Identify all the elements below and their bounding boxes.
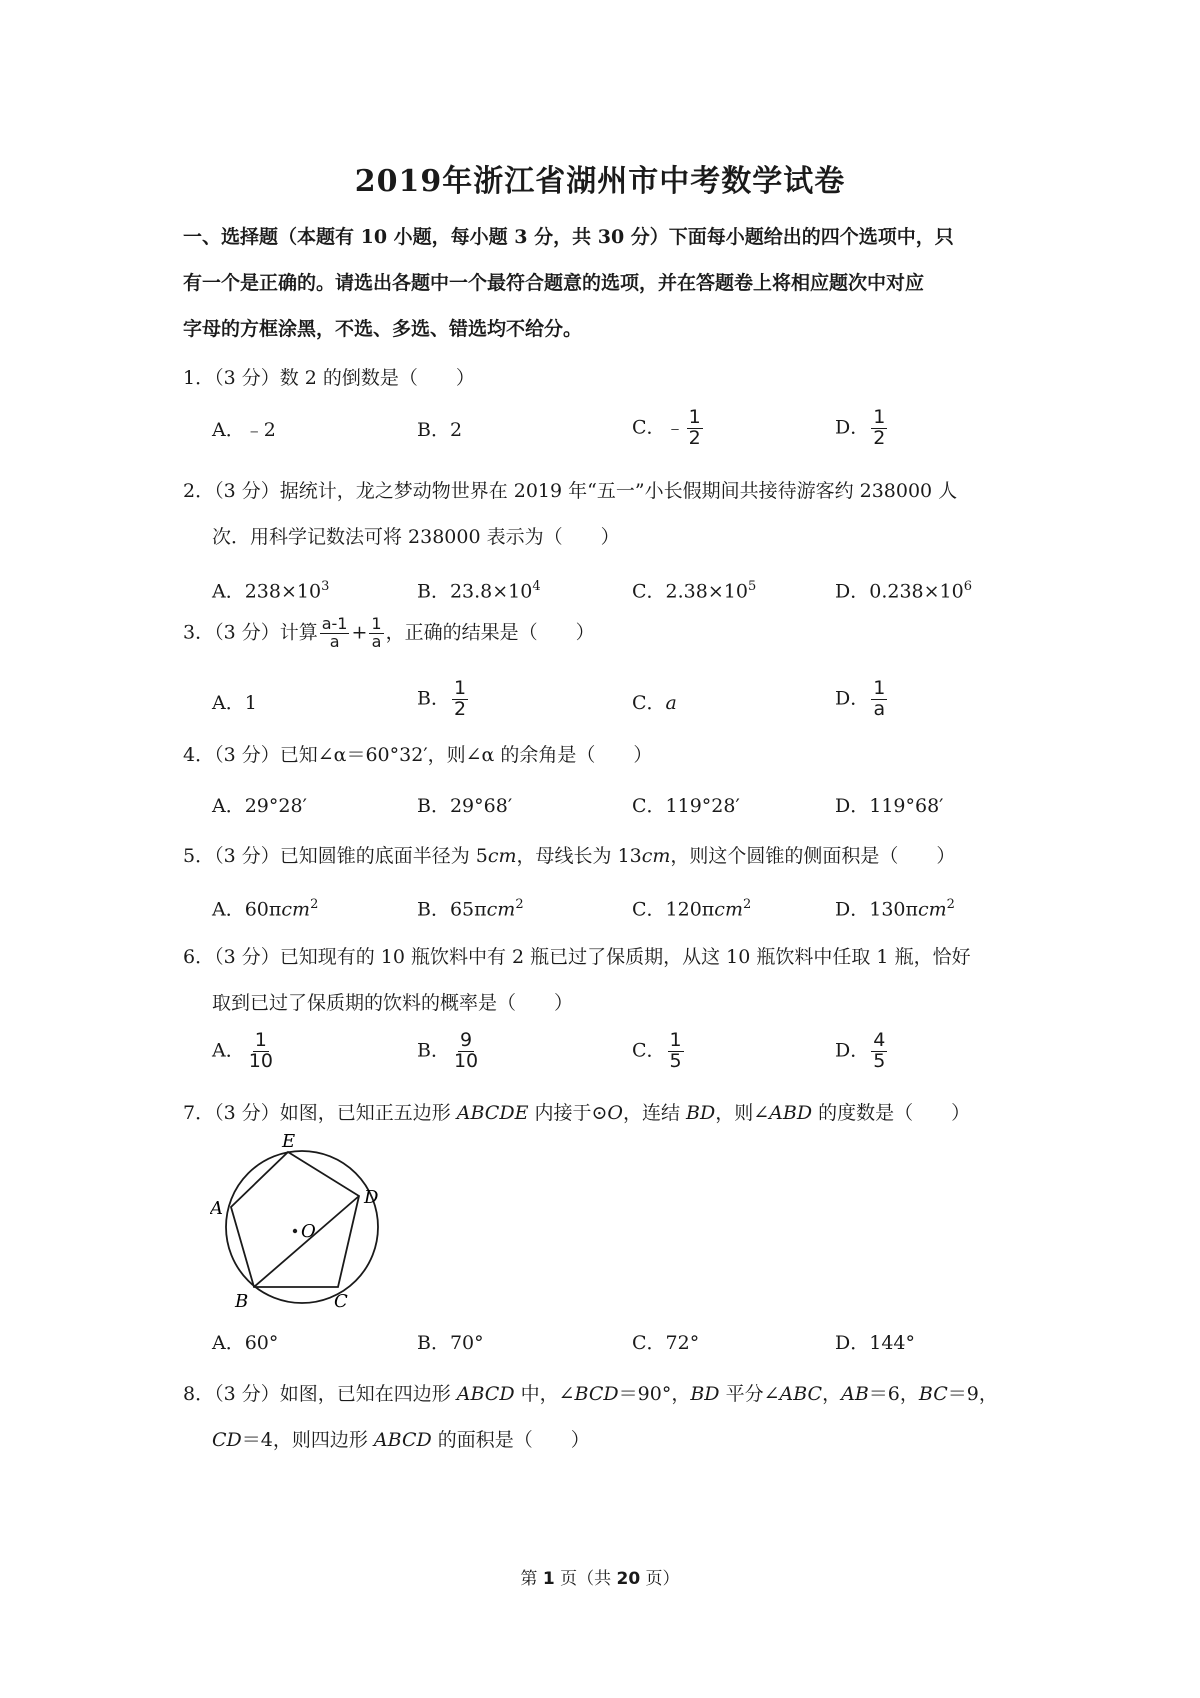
section-instructions-line-2: 有一个是正确的。请选出各题中一个最符合题意的选项，并在答题卷上将相应题次中对应 bbox=[183, 272, 925, 294]
label-a: A bbox=[210, 1198, 223, 1219]
page-number: 1 bbox=[542, 1569, 555, 1589]
question-6-stem-line-2: 取到已过了保质期的饮料的概率是（ ） bbox=[212, 992, 574, 1014]
question-4-option-b: B．29°68′ bbox=[417, 795, 513, 817]
question-3-option-d: D． $\frac{1}{a}$ bbox=[835, 677, 886, 720]
question-6-option-d: D． $\frac{4}{5}$ bbox=[835, 1029, 886, 1072]
question-5-option-c: C．120πcm$^2$ bbox=[632, 897, 752, 921]
question-7-option-a: A．60° bbox=[212, 1332, 279, 1354]
label-d: D bbox=[364, 1187, 379, 1208]
question-4-option-c: C．119°28′ bbox=[632, 795, 740, 817]
question-6-option-c: C． $\frac{1}{5}$ bbox=[632, 1029, 682, 1072]
question-1-option-b: B．2 bbox=[417, 419, 463, 441]
question-6-option-a: A． $\frac{1}{10}$ bbox=[212, 1029, 273, 1072]
center-point bbox=[293, 1229, 297, 1233]
question-3-option-c: C．a bbox=[632, 692, 677, 714]
question-5-option-d: D．130πcm$^2$ bbox=[835, 897, 955, 921]
question-2-option-b: B．$23.8\times 10^4$ bbox=[417, 579, 541, 603]
question-7-option-d: D．144° bbox=[835, 1332, 915, 1354]
pentagon-in-circle-diagram bbox=[210, 1130, 400, 1310]
question-1-option-c: C．﹣ $\frac{1}{2}$ bbox=[632, 406, 701, 449]
question-5-stem: 5．（3 分）已知圆锥的底面半径为 5cm，母线长为 13cm，则这个圆锥的侧面积是（ ） bbox=[183, 845, 956, 867]
question-4-option-a: A．29°28′ bbox=[212, 795, 307, 817]
question-7-option-b: B．70° bbox=[417, 1332, 484, 1354]
label-b: B bbox=[235, 1291, 249, 1310]
question-4-option-d: D．119°68′ bbox=[835, 795, 944, 817]
question-4-stem: 4．（3 分）已知∠α＝60°32′，则∠α 的余角是（ ） bbox=[183, 744, 653, 766]
question-2-option-c: C．$2.38\times 10^5$ bbox=[632, 579, 757, 603]
question-1-stem: 1．（3 分）数 2 的倒数是（ ） bbox=[183, 367, 475, 389]
label-c: C bbox=[334, 1291, 348, 1310]
question-2-option-a: A．$238\times 10^3$ bbox=[212, 579, 330, 603]
page-title: 2019年浙江省湖州市中考数学试卷 bbox=[354, 164, 846, 199]
question-8-stem-line-1: 8．（3 分）如图，已知在四边形 ABCD 中，∠BCD＝90°，BD 平分∠ABC，AB＝6，BC＝9， bbox=[183, 1383, 998, 1405]
question-2-option-d: D．$0.238\times 10^6$ bbox=[835, 579, 973, 603]
question-2-stem-line-1: 2．（3 分）据统计，龙之梦动物世界在 2019 年“五一”小长假期间共接待游客约 238000 人 bbox=[183, 480, 958, 502]
question-2-stem-line-2: 次．用科学记数法可将 238000 表示为（ ） bbox=[212, 526, 620, 548]
question-7-option-c: C．72° bbox=[632, 1332, 700, 1354]
page-footer: 第 1 页（共 20 页） bbox=[520, 1569, 680, 1589]
question-8-stem-line-2: CD＝4，则四边形 ABCD 的面积是（ ） bbox=[212, 1429, 590, 1451]
question-6-stem-line-1: 6．（3 分）已知现有的 10 瓶饮料中有 2 瓶已过了保质期，从这 10 瓶饮料中任取 1 瓶，恰好 bbox=[183, 946, 971, 968]
question-3-option-a: A．1 bbox=[212, 692, 257, 714]
question-5-option-b: B．65πcm$^2$ bbox=[417, 897, 524, 921]
label-o: O bbox=[301, 1221, 316, 1242]
question-3-option-b: B． $\frac{1}{2}$ bbox=[417, 677, 467, 720]
section-instructions-line-3: 字母的方框涂黑，不选、多选、错选均不给分。 bbox=[183, 318, 583, 340]
section-instructions-line-1: 一、选择题（本题有 10 小题，每小题 3 分，共 30 分）下面每小题给出的四个选项中，只 bbox=[183, 226, 954, 248]
question-5-option-a: A．60πcm$^2$ bbox=[212, 897, 319, 921]
question-3-stem: 3．（3 分）计算 $\frac{a-1}{a}$ + $\frac{1}{a}$ ，正确的结果是（ ） bbox=[183, 614, 595, 651]
question-7-stem: 7．（3 分）如图，已知正五边形 ABCDE 内接于⊙O，连结 BD，则∠ABD 的度数是（ ） bbox=[183, 1102, 971, 1124]
total-pages: 20 bbox=[616, 1569, 641, 1589]
question-1-option-d: D． $\frac{1}{2}$ bbox=[835, 406, 886, 449]
question-1-option-a: A．﹣2 bbox=[212, 419, 276, 441]
label-e: E bbox=[282, 1131, 296, 1152]
question-6-option-b: B． $\frac{9}{10}$ bbox=[417, 1029, 479, 1072]
pentagon-figure bbox=[210, 1130, 400, 1314]
